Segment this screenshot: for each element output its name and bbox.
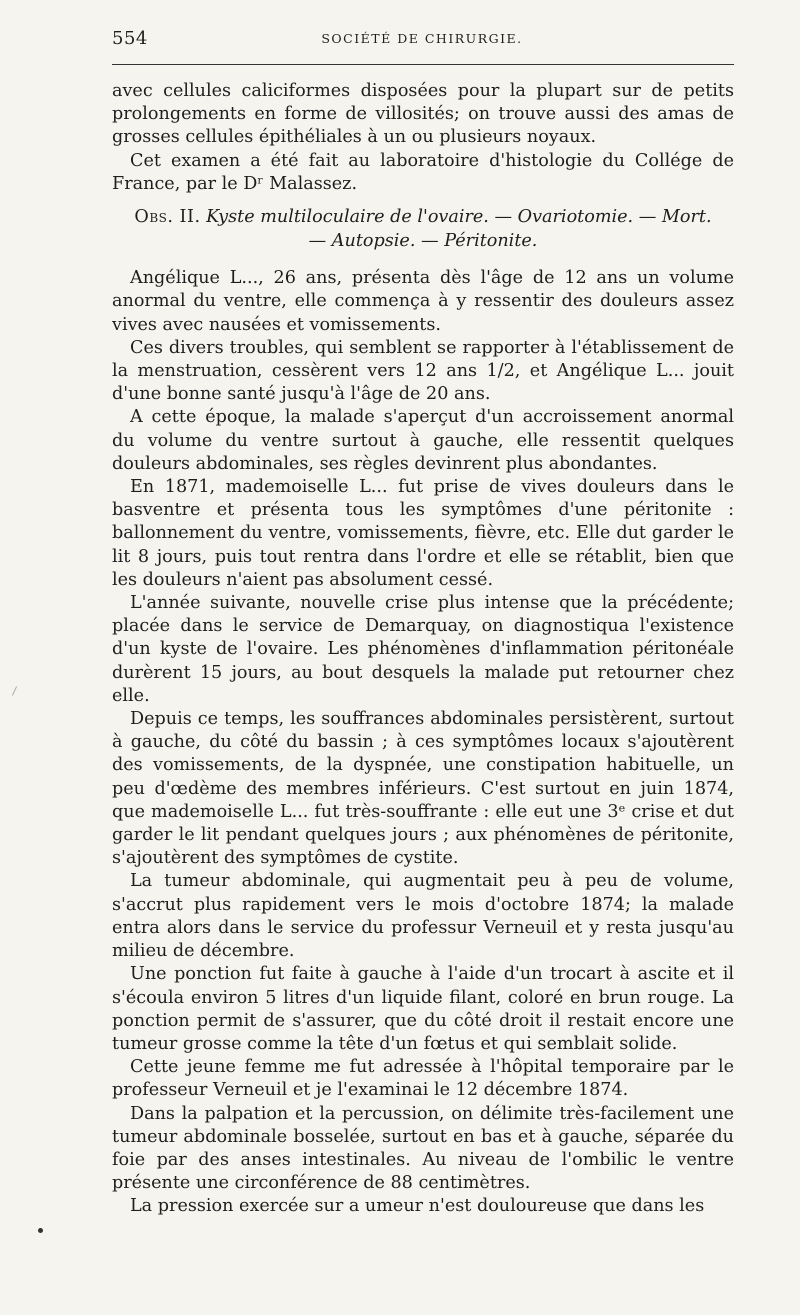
paragraph: Cette jeune femme me fut adressée à l'hôpital temporaire par le professeur Verneuil et je l'examinai le 12 décembre 1874. (112, 1057, 734, 1101)
observation-title-continued: — Autopsie. — Péritonite. (308, 230, 538, 251)
paragraph: Dans la palpation et la percussion, on délimite très-facilement une tumeur abdominale bosselée, surtout en bas et à gauche, séparée du foie par des anses intestinales. Au niveau de l'ombilic le ventre présente une circonférence de 88 centimètres. (112, 1103, 734, 1194)
observation-heading (112, 206, 734, 253)
ink-speck (38, 1228, 43, 1233)
header-rule (112, 64, 734, 65)
observation-label: Obs. II. (134, 207, 201, 228)
page-number: 554 (112, 28, 148, 49)
paragraph: Une ponction fut faite à gauche à l'aide d'un trocart à ascite et il s'écoula environ 5 litres d'un liquide filant, coloré en brun rouge. La ponction permit de s'assurer, que du côté droit il restait encore une tumeur grosse comme la tête d'un fœtus et qui semblait solide. (112, 964, 734, 1054)
paragraph: La tumeur abdominale, qui augmentait peu à peu de volume, s'accrut plus rapidement vers le mois d'octobre 1874; la malade entra alors dans le service du professur Verneuil et y resta jusqu'au milieu de décembre. (112, 871, 734, 962)
margin-mark (12, 686, 17, 695)
observation-title: Kyste multiloculaire de l'ovaire. — Ovariotomie. — Mort. (206, 207, 712, 228)
page-header (112, 28, 732, 52)
paragraph: La pression exercée sur a umeur n'est douloureuse que dans les (130, 1196, 705, 1217)
paragraph: Angélique L..., 26 ans, présenta dès l'âge de 12 ans un volume anormal du ventre, elle commença à y ressentir des douleurs assez vives avec nausées et vomissements. (112, 268, 734, 335)
paragraph: L'année suivante, nouvelle crise plus intense que la précédente; placée dans le service de Demarquay, on diagnostiqua l'existence d'un kyste de l'ovaire. Les phénomènes d'inflammation péritonéale durèrent 15 jours, au bout desquels la malade put retourner chez elle. (112, 593, 734, 706)
paragraph: En 1871, mademoiselle L... fut prise de vives douleurs dans le basventre et présenta tous les symptômes d'une péritonite : ballonnement du ventre, vomissements, fièvre, etc. Elle dut garder le lit 8 jours, puis tout rentra dans l'ordre et elle se rétablit, bien que les douleurs n'aient pas absolument cessé. (112, 477, 734, 590)
paragraph: Cet examen a été fait au laboratoire d'histologie du Collége de France, par le Dʳ Malassez. (112, 150, 734, 194)
body-text (112, 80, 734, 1219)
paragraph: avec cellules caliciformes disposées pour la plupart sur de petits prolongements en forme de villosités; on trouve aussi des amas de grosses cellules épithéliales à un ou plusieurs noyaux. (112, 81, 734, 148)
paragraph: Depuis ce temps, les souffrances abdominales persistèrent, surtout à gauche, du côté du bassin ; à ces symptômes locaux s'ajoutèrent des vomissements, de la dyspnée, une constipation habituelle, un peu d'œdème des membres inférieurs. C'est surtout en juin 1874, que mademoiselle L... fut très-souffrante : elle eut une 3ᵉ crise et dut garder le lit pendant quelques jours ; aux phénomènes de péritonite, s'ajoutèrent des symptômes de cystite. (112, 709, 734, 869)
running-head: SOCIÉTÉ DE CHIRURGIE. (321, 31, 523, 46)
paragraph: A cette époque, la malade s'aperçut d'un accroissement anormal du volume du ventre surtout à gauche, elle ressentit quelques douleurs abdominales, ses règles devinrent plus abondantes. (112, 407, 734, 474)
paragraph: Ces divers troubles, qui semblent se rapporter à l'établissement de la menstruation, cessèrent vers 12 ans 1/2, et Angélique L... jouit d'une bonne santé jusqu'à l'âge de 20 ans. (112, 337, 734, 405)
